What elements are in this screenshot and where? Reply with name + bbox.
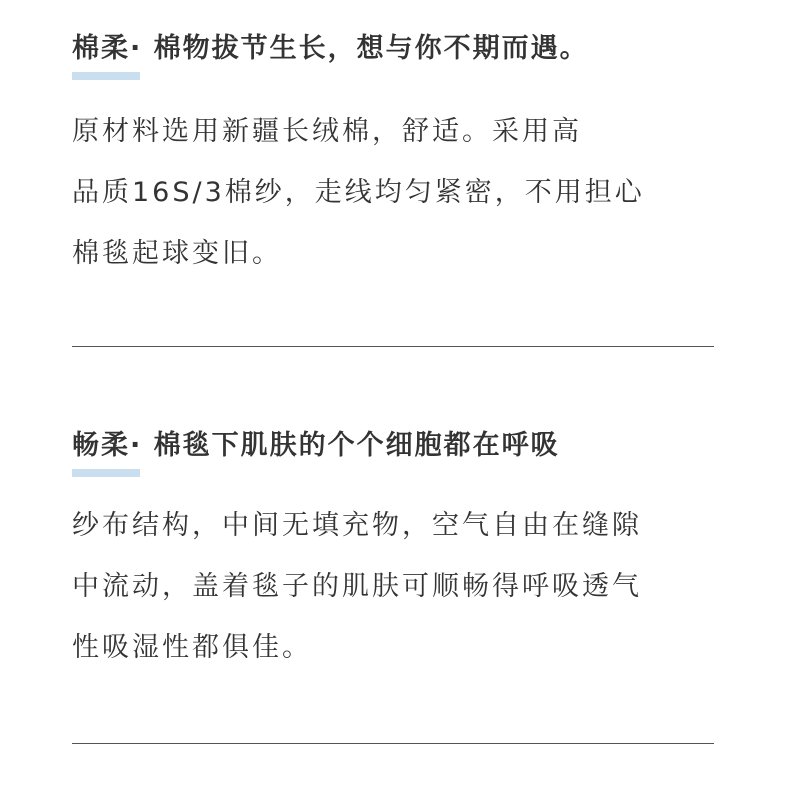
feature-section-breathable	[72, 429, 714, 663]
description-line: 棉毯起球变旧。	[72, 238, 282, 269]
description-line: 原材料选用新疆长绒棉，舒适。采用高	[72, 116, 582, 147]
heading-accent-bar	[72, 469, 140, 477]
description-line: 纱布结构，中间无填充物，空气自由在缝隙	[72, 510, 642, 541]
section-heading: 棉柔· 棉物拔节生长，想与你不期而遇。	[72, 33, 589, 64]
description-line: 品质16S/3棉纱，走线均匀紧密，不用担心	[72, 177, 645, 208]
description-line: 性吸湿性都俱佳。	[72, 632, 312, 663]
heading-accent-bar	[72, 72, 140, 80]
section-description	[72, 495, 714, 678]
section-divider	[72, 743, 714, 744]
section-divider	[72, 346, 714, 347]
section-description	[72, 101, 714, 284]
section-heading: 畅柔· 棉毯下肌肤的个个细胞都在呼吸	[72, 430, 560, 461]
description-line: 中流动，盖着毯子的肌肤可顺畅得呼吸透气	[72, 571, 642, 602]
feature-section-cotton-soft	[72, 32, 714, 269]
